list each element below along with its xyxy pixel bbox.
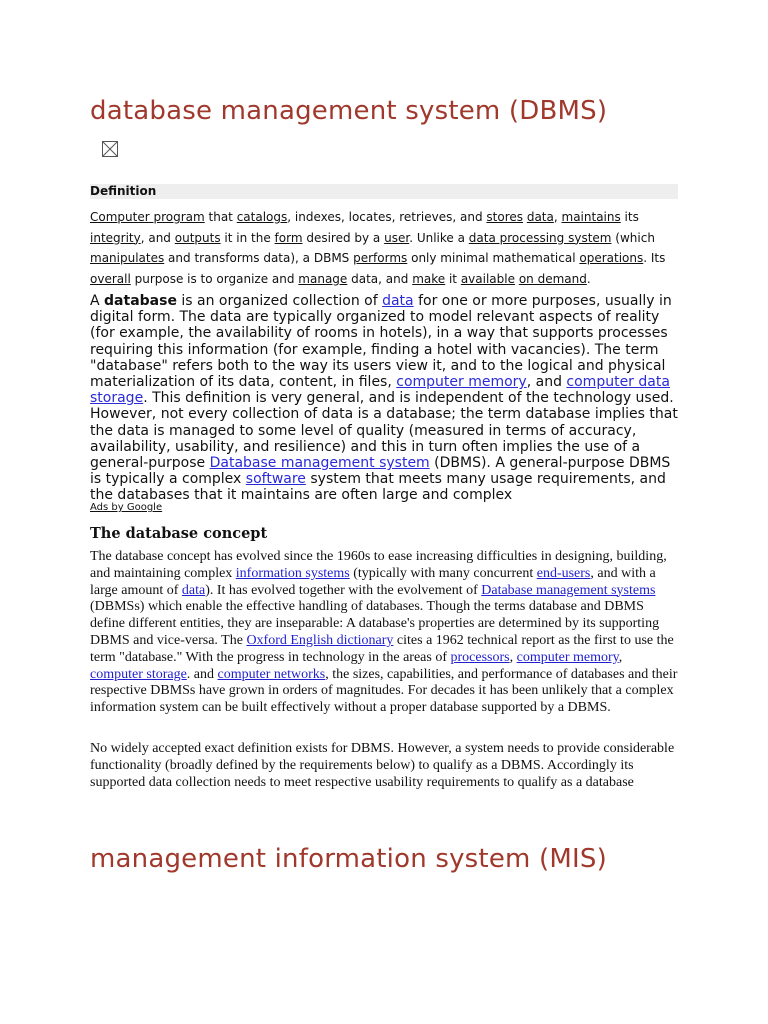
definition-term[interactable]: form	[274, 230, 303, 245]
link-database-management-system[interactable]: Database management system	[209, 455, 430, 472]
dbms-definition-paragraph: No widely accepted exact definition exists for DBMS. However, a system needs to provide considerable functionality (broadly defined by the requirements below) to qualify as a DBMS. Accordingly its supported data collection needs to meet respective usability requirements to qualify as a database	[90, 741, 675, 790]
link-data[interactable]: data	[382, 293, 414, 309]
link-end-users[interactable]: end-users	[536, 565, 591, 581]
page-title-dbms: database management system (DBMS)	[90, 96, 608, 126]
definition-term[interactable]: available	[460, 271, 515, 286]
section-heading: The database concept	[90, 525, 268, 542]
definition-term[interactable]: Computer program	[90, 210, 205, 224]
definition-term[interactable]: data processing system	[468, 230, 612, 245]
definition-term[interactable]: on demand	[518, 271, 587, 286]
link-computer-storage[interactable]: computer storage	[90, 666, 187, 682]
link-computer-data-storage[interactable]: computer data storage	[90, 374, 670, 407]
page-title-mis: management information system (MIS)	[90, 844, 607, 874]
link-computer-memory[interactable]: computer memory	[516, 649, 619, 665]
link-oxford-english-dictionary[interactable]: Oxford English dictionary	[246, 632, 394, 648]
link-database-management-systems[interactable]: Database management systems	[481, 582, 656, 598]
definition-term[interactable]: user	[384, 230, 410, 245]
definition-term[interactable]: outputs	[174, 230, 221, 245]
definition-term[interactable]: performs	[353, 251, 408, 265]
link-processors[interactable]: processors	[450, 649, 510, 665]
definition-term[interactable]: stores	[486, 210, 523, 224]
link-computer-memory[interactable]: computer memory	[396, 374, 527, 391]
link-computer-networks[interactable]: computer networks	[217, 666, 326, 682]
link-software[interactable]: software	[245, 471, 306, 488]
definition-term[interactable]: make	[412, 271, 446, 286]
definition-heading: Definition	[90, 184, 678, 199]
definition-term[interactable]: catalogs	[236, 210, 288, 224]
definition-term[interactable]: manage	[298, 271, 348, 286]
bold-term: database	[104, 293, 177, 309]
definition-term[interactable]: integrity	[90, 230, 141, 245]
link-information-systems[interactable]: information systems	[235, 565, 350, 581]
definition-term[interactable]: operations	[579, 251, 644, 265]
ads-by-google-link[interactable]: Ads by Google	[90, 502, 163, 513]
definition-term[interactable]: manipulates	[90, 251, 165, 265]
definition-term[interactable]: data	[526, 210, 554, 224]
definition-text: Computer program that catalogs, indexes, locates, retrieves, and stores data, maintains its integrity, and outputs it in the form desired by a user. Unlike a data processing system (which manipulates and transforms data), a DBMS performs only minimal mathematical operations. Its overall purpose is to organize and manage data, and make it available on demand.	[90, 210, 666, 286]
database-paragraph: A database is an organized collection of data for one or more purposes, usually in digital form. The data are typically organized to model relevant aspects of reality (for example, the availability of rooms in hotels), in a way that supports processes requiring this information (for example, finding a hotel with vacancies). The term "database" refers both to the way its users view it, and to the logical and physical materialization of its data, content, in files, computer memory, and computer data storage. This definition is very general, and is independent of the technology used. However, not every collection of data is a database; the term database implies that the data is managed to some level of quality (measured in terms of accuracy, availability, usability, and resilience) and this in turn often implies the use of a general-purpose Database management system (DBMS). A general-purpose DBMS is typically a complex software system that meets many usage requirements, and the databases that it maintains are often large and complex	[90, 293, 678, 504]
broken-image-icon	[102, 141, 118, 157]
definition-term[interactable]: overall	[90, 271, 131, 286]
concept-paragraph: The database concept has evolved since the 1960s to ease increasing difficulties in designing, building, and maintaining complex information systems (typically with many concurrent end-users, and with a large amount of data). It has evolved together with the evolvement of Database management systems (DBMSs) which enable the effective handling of databases. Though the terms database and DBMS define different entities, they are inseparable: A database's properties are determined by its supporting DBMS and vice-versa. The Oxford English dictionary cites a 1962 technical report as the first to use the term "database." With the progress in technology in the areas of processors, computer memory, computer storage. and computer networks, the sizes, capabilities, and performance of databases and their respective DBMSs have grown in orders of magnitudes. For decades it has been unlikely that a complex information system can be built effectively without a proper database supported by a DBMS.	[90, 549, 678, 716]
definition-term[interactable]: maintains	[561, 210, 621, 224]
link-data[interactable]: data	[181, 582, 206, 598]
